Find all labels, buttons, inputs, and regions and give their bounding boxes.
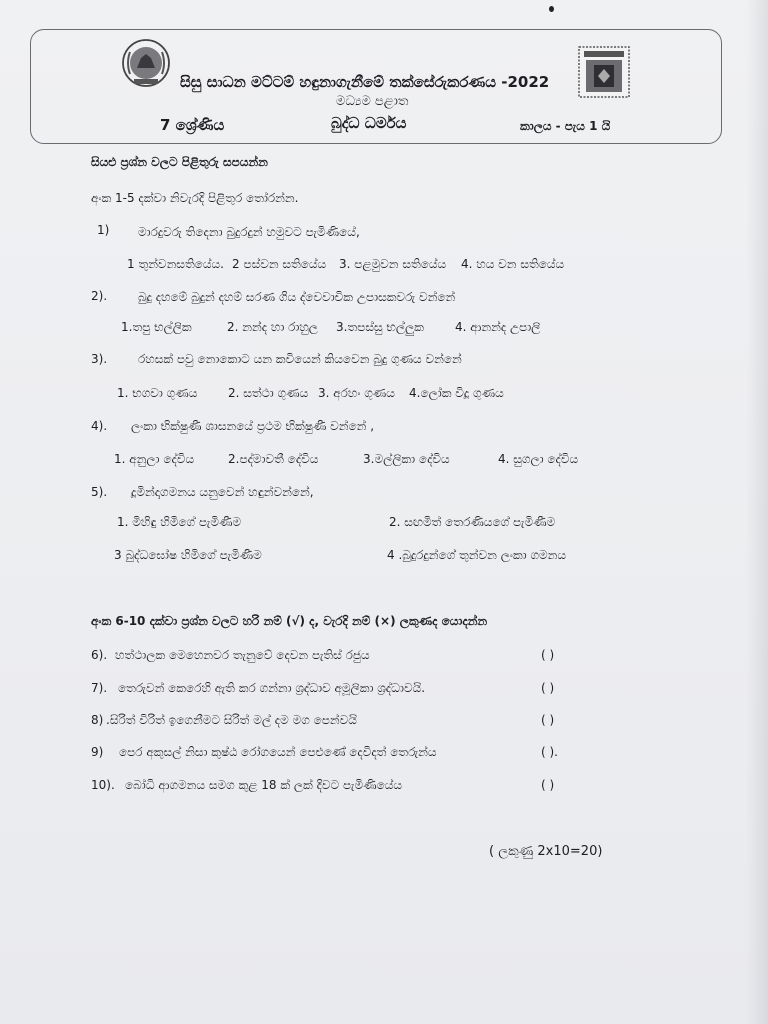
answer-box-8[interactable]: ( ) [541, 713, 555, 727]
scan-speck [549, 6, 554, 12]
answer-box-9[interactable]: ( ). [541, 745, 558, 759]
q3-option-3: 3. අරහං ගුණය [318, 386, 395, 400]
answer-box-10[interactable]: ( ) [541, 778, 555, 792]
question-4-text: ලංකා භික්ෂුණී ශාසනයේ ප්‍රථම භික්ෂුණී වන්නේ , [131, 419, 375, 433]
q4-option-2: 2.පද්මාවතී දේවිය [228, 452, 319, 466]
statement-6-number: 6). [91, 648, 108, 662]
question-3-number: 3). [91, 352, 108, 366]
statement-10-number: 10). [91, 778, 115, 792]
q4-option-3: 3.මල්ලිකා දේවිය [363, 452, 450, 466]
sub-instruction: අංක 1-5 දක්වා නිවැරදි පිළිතුර තෝරන්න. [91, 191, 299, 205]
q5-option-4: 4 .බුදුරදුන්ගේ තුන්වන ලංකා ගමනය [387, 548, 567, 562]
grade-label: 7 ශ්‍රේණිය [160, 116, 225, 134]
q5-option-1: 1. මිහිඳු හිමිගේ පැමිණීම [117, 515, 242, 529]
statement-8-number: 8) [91, 713, 104, 727]
province-label: මධ්‍යම පළාත [336, 94, 409, 109]
q3-option-4: 4.ලෝක විදූ ගුණය [409, 386, 504, 400]
q2-option-4: 4. ආනන්ද උපාලි [455, 320, 541, 334]
statement-9-text: පෙර අකුසල් නිසා කුෂ්ඨ රෝගයෙන් පෙළුණේ දෙවිදත් තෙරුන්ය [119, 745, 437, 759]
q1-option-4: 4. හය වන සතියේය [461, 257, 565, 271]
q5-option-2: 2. සඟමිත් තෙරණියගේ පැමිණීම [389, 515, 556, 529]
stamp-icon [578, 46, 630, 98]
q5-option-3: 3 බුද්ධඝෝෂ හිමිගේ පැමිණීම [114, 548, 262, 562]
statement-10-text: බෝධි ආගමනය සමග කුළ 18 ක් ලක් දිවට පැමිණියේය [125, 778, 402, 792]
q3-option-2: 2. සත්ථා ගුණය [228, 386, 309, 400]
q3-option-1: 1. භගවා ගුණය [117, 386, 198, 400]
subject-label: බුද්ධ ධර්මය [331, 114, 407, 132]
question-2-number: 2). [91, 289, 108, 303]
question-2-text: බුදු දහමේ බුදුන් දහම් සරණ ගිය ද්වෙවාචික උපාසකවරු වන්නේ [138, 290, 456, 304]
q2-option-1: 1.තපු භල්ලික [121, 320, 192, 334]
statement-6-text: හත්ථාලක මෙහෙනවර තැනුවේ දෙවන පැතිස් රජුය [115, 648, 370, 662]
instruction: සියළු ප්‍රශ්න වලට පිළිතුරු සපයන්න [91, 155, 268, 169]
marks-label: ( ලකුණු 2x10=20) [489, 844, 603, 859]
question-5-text: දූමින්දාගමනය යනුවෙන් හඳුන්වන්නේ, [131, 485, 314, 499]
question-3-text: රහසක් පවු නොකොට යන කවියෙන් කියවෙන බුදු ගුණය වන්නේ [138, 352, 462, 366]
question-5-number: 5). [91, 485, 108, 499]
question-4-number: 4). [91, 419, 108, 433]
exam-title: සිසු සාධන මට්ටම් හඳුනාගැනීමේ තක්සේරුකරණය -2022 [180, 73, 550, 91]
q1-option-3: 3. පළමුවන සතියේය [339, 257, 447, 271]
q1-option-2: 2 පස්වන සතියේය [232, 257, 327, 271]
emblem-icon [120, 38, 172, 88]
q2-option-2: 2. නන්ද හා රාහුල [227, 320, 318, 334]
q2-option-3: 3.තපස්සු භල්ලුක [336, 320, 424, 334]
statement-8-text: .සිරිත් විරිත් ඉගෙනීමට සිරිත් මල් දම මග පෙන්වයි [106, 713, 357, 727]
answer-box-6[interactable]: ( ) [541, 648, 555, 662]
q4-option-1: 1. අනුලා දේවිය [114, 452, 195, 466]
question-1-number: 1) [97, 223, 110, 237]
statement-9-number: 9) [91, 745, 104, 759]
time-label: කාලය - පැය 1 යි [520, 119, 611, 133]
section-2-instruction: අංක 6-10 දක්වා ප්‍රශ්න වලට හරි නම් (√) ද, වැරදි නම් (×) ලකුණද යොදන්න [91, 614, 488, 628]
q4-option-4: 4. සුගලා දේවිය [498, 452, 579, 466]
q1-option-1: 1 තුන්වනසතියේය. [127, 257, 224, 271]
statement-7-number: 7). [91, 681, 108, 695]
answer-box-7[interactable]: ( ) [541, 681, 555, 695]
scan-shadow [746, 0, 768, 1024]
question-1-text: මාරදුවරු තිදෙනා බුදුරදුන් හමුවට පැමිණියේ, [138, 225, 360, 239]
statement-7-text: තෙරුවන් කෙරෙහි ඇති කර ගන්නා ශ්‍රද්ධාව අමූලිකා ශ්‍රද්ධාවයි. [118, 681, 426, 695]
